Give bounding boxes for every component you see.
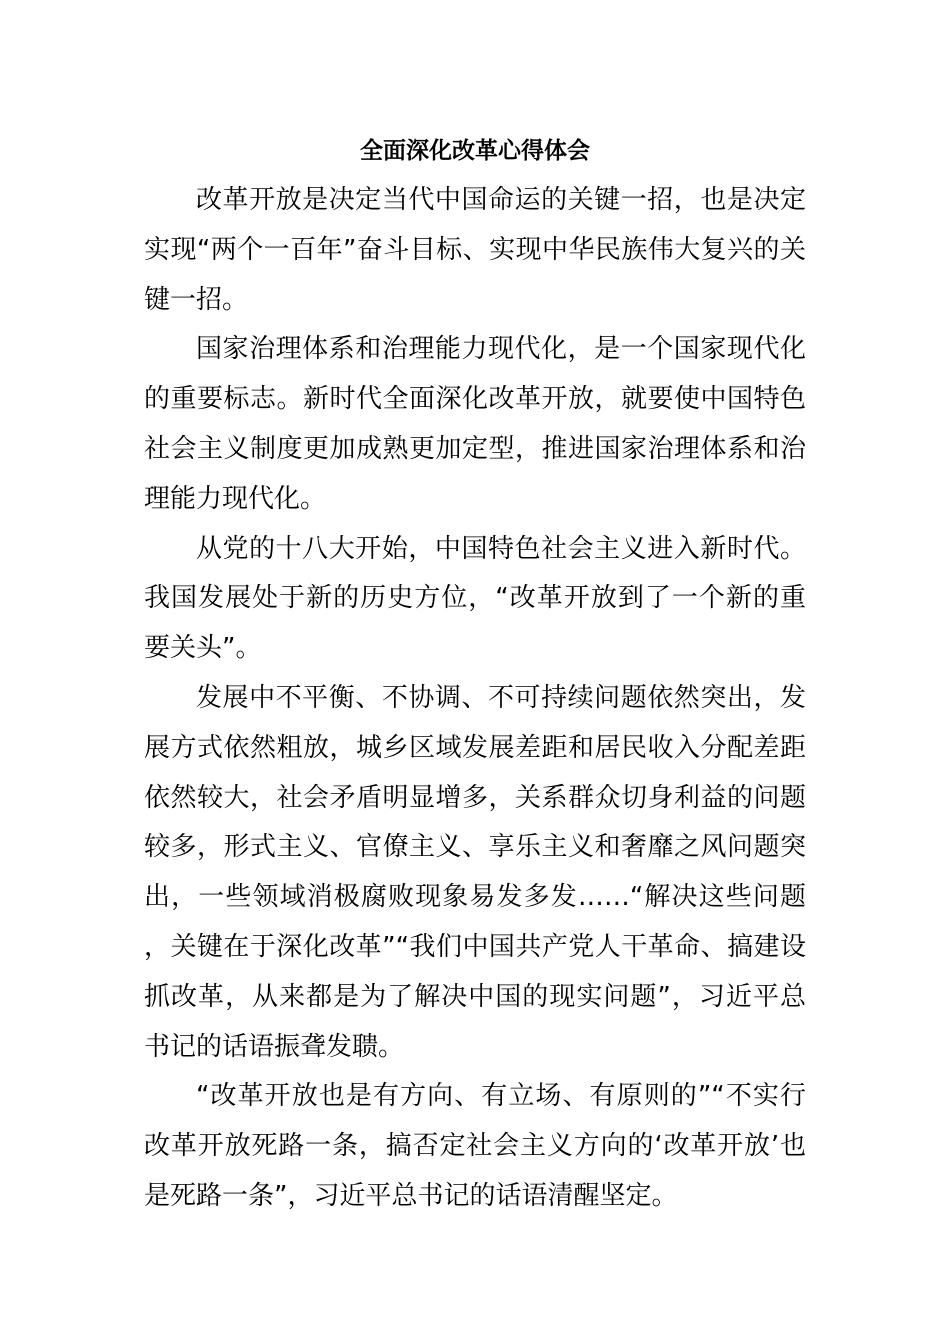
paragraph-3: 从党的十八大开始，中国特色社会主义进入新时代。我国发展处于新的历史方位，“改革开放到了一个新的重要关头”。: [144, 533, 806, 664]
document-body: [144, 176, 806, 1222]
document-title: 全面深化改革心得体会: [360, 138, 590, 164]
paragraph-5: “改革开放也是有方向、有立场、有原则的”“不实行改革开放死路一条，搞否定社会主义方向的‘改革开放’也是死路一条”，习近平总书记的话语清醒坚定。: [144, 1081, 806, 1211]
paragraph-1: 改革开放是决定当代中国命运的关键一招，也是决定实现“两个一百年”奋斗目标、实现中华民族伟大复兴的关键一招。: [144, 185, 806, 315]
paragraph-2: 国家治理体系和治理能力现代化，是一个国家现代化的重要标志。新时代全面深化改革开放，就要使中国特色社会主义制度更加成熟更加定型，推进国家治理体系和治理能力现代化。: [144, 334, 806, 514]
paragraph-4: 发展中不平衡、不协调、不可持续问题依然突出，发展方式依然粗放，城乡区域发展差距和居民收入分配差距依然较大，社会矛盾明显增多，关系群众切身利益的问题较多，形式主义、官僚主义、享乐主义和奢靡之风问题突出，一些领域消极腐败现象易发多发……“解决这些问题，关键在于深化改革”“我们中国共产党人干革命、搞建设抓改革，从来都是为了解决中国的现实问题”，习近平总书记的话语振聋发聩。: [144, 682, 806, 1062]
